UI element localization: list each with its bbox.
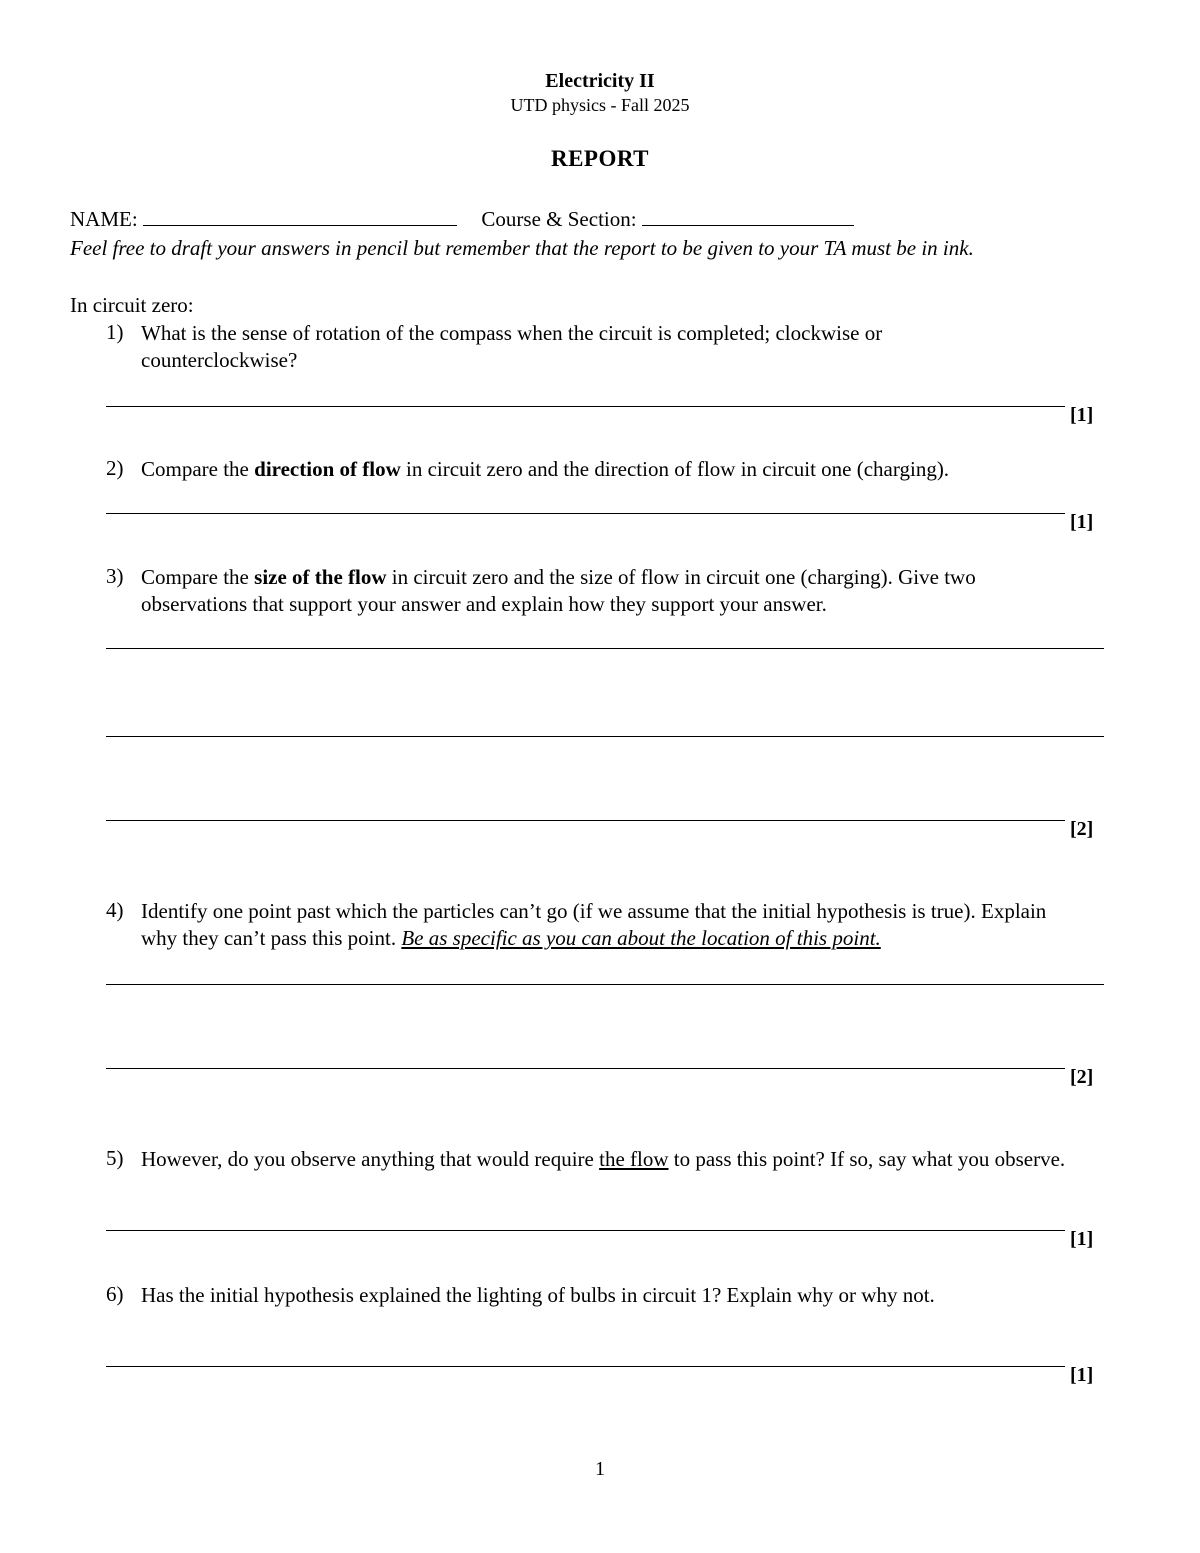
course-section-label: Course & Section: — [481, 207, 637, 231]
question-number: 4) — [106, 898, 124, 922]
points-value: [1] — [1070, 1364, 1094, 1386]
section-intro: In circuit zero: — [70, 293, 194, 317]
ink-instruction-note: Feel free to draft your answers in pencil but remember that the report to be given to your TA must be in ink. — [70, 236, 974, 260]
course-section-field[interactable] — [642, 207, 854, 226]
question-text: Has the initial hypothesis explained the lighting of bulbs in circuit 1? Explain why or why not. — [141, 1283, 935, 1307]
answer-line[interactable] — [106, 406, 1065, 407]
question-text: Identify one point past which the particles can’t go (if we assume that the initial hypothesis is true). Explain why they can’t pass this point. Be as specific as you can about the location of this point. — [141, 899, 1047, 950]
name-field[interactable] — [143, 207, 457, 226]
answer-line[interactable] — [106, 513, 1065, 514]
answer-line[interactable] — [106, 1068, 1065, 1069]
name-label: NAME: — [70, 207, 138, 231]
answer-line[interactable] — [106, 736, 1104, 737]
answer-line[interactable] — [106, 820, 1065, 821]
question-text: Compare the direction of flow in circuit zero and the direction of flow in circuit one (charging). — [141, 457, 950, 481]
question-number: 2) — [106, 456, 124, 480]
points-value: [2] — [1070, 818, 1094, 840]
points-value: [1] — [1070, 404, 1094, 426]
name-course-row — [70, 207, 854, 232]
question-number: 1) — [106, 320, 124, 344]
question-text: Compare the size of the flow in circuit zero and the size of flow in circuit one (charging). Give two observations that support your answer and explain how they support your answer. — [141, 565, 976, 616]
question-text: However, do you observe anything that would require the flow to pass this point? If so, say what you observe. — [141, 1147, 1066, 1171]
question-number: 5) — [106, 1146, 124, 1170]
question-number: 6) — [106, 1282, 124, 1306]
question-number: 3) — [106, 564, 124, 588]
document-subtitle: UTD physics - Fall 2025 — [510, 95, 690, 115]
points-value: [1] — [1070, 511, 1094, 533]
answer-line[interactable] — [106, 1230, 1065, 1231]
answer-line[interactable] — [106, 648, 1104, 649]
answer-line[interactable] — [106, 1366, 1065, 1367]
question-text: What is the sense of rotation of the compass when the circuit is completed; clockwise or counterclockwise? — [141, 321, 883, 372]
page-number: 1 — [595, 1458, 605, 1480]
report-heading: REPORT — [550, 146, 650, 171]
answer-line[interactable] — [106, 984, 1104, 985]
document-title: Electricity II — [545, 70, 655, 92]
points-value: [1] — [1070, 1228, 1094, 1250]
points-value: [2] — [1070, 1066, 1094, 1088]
